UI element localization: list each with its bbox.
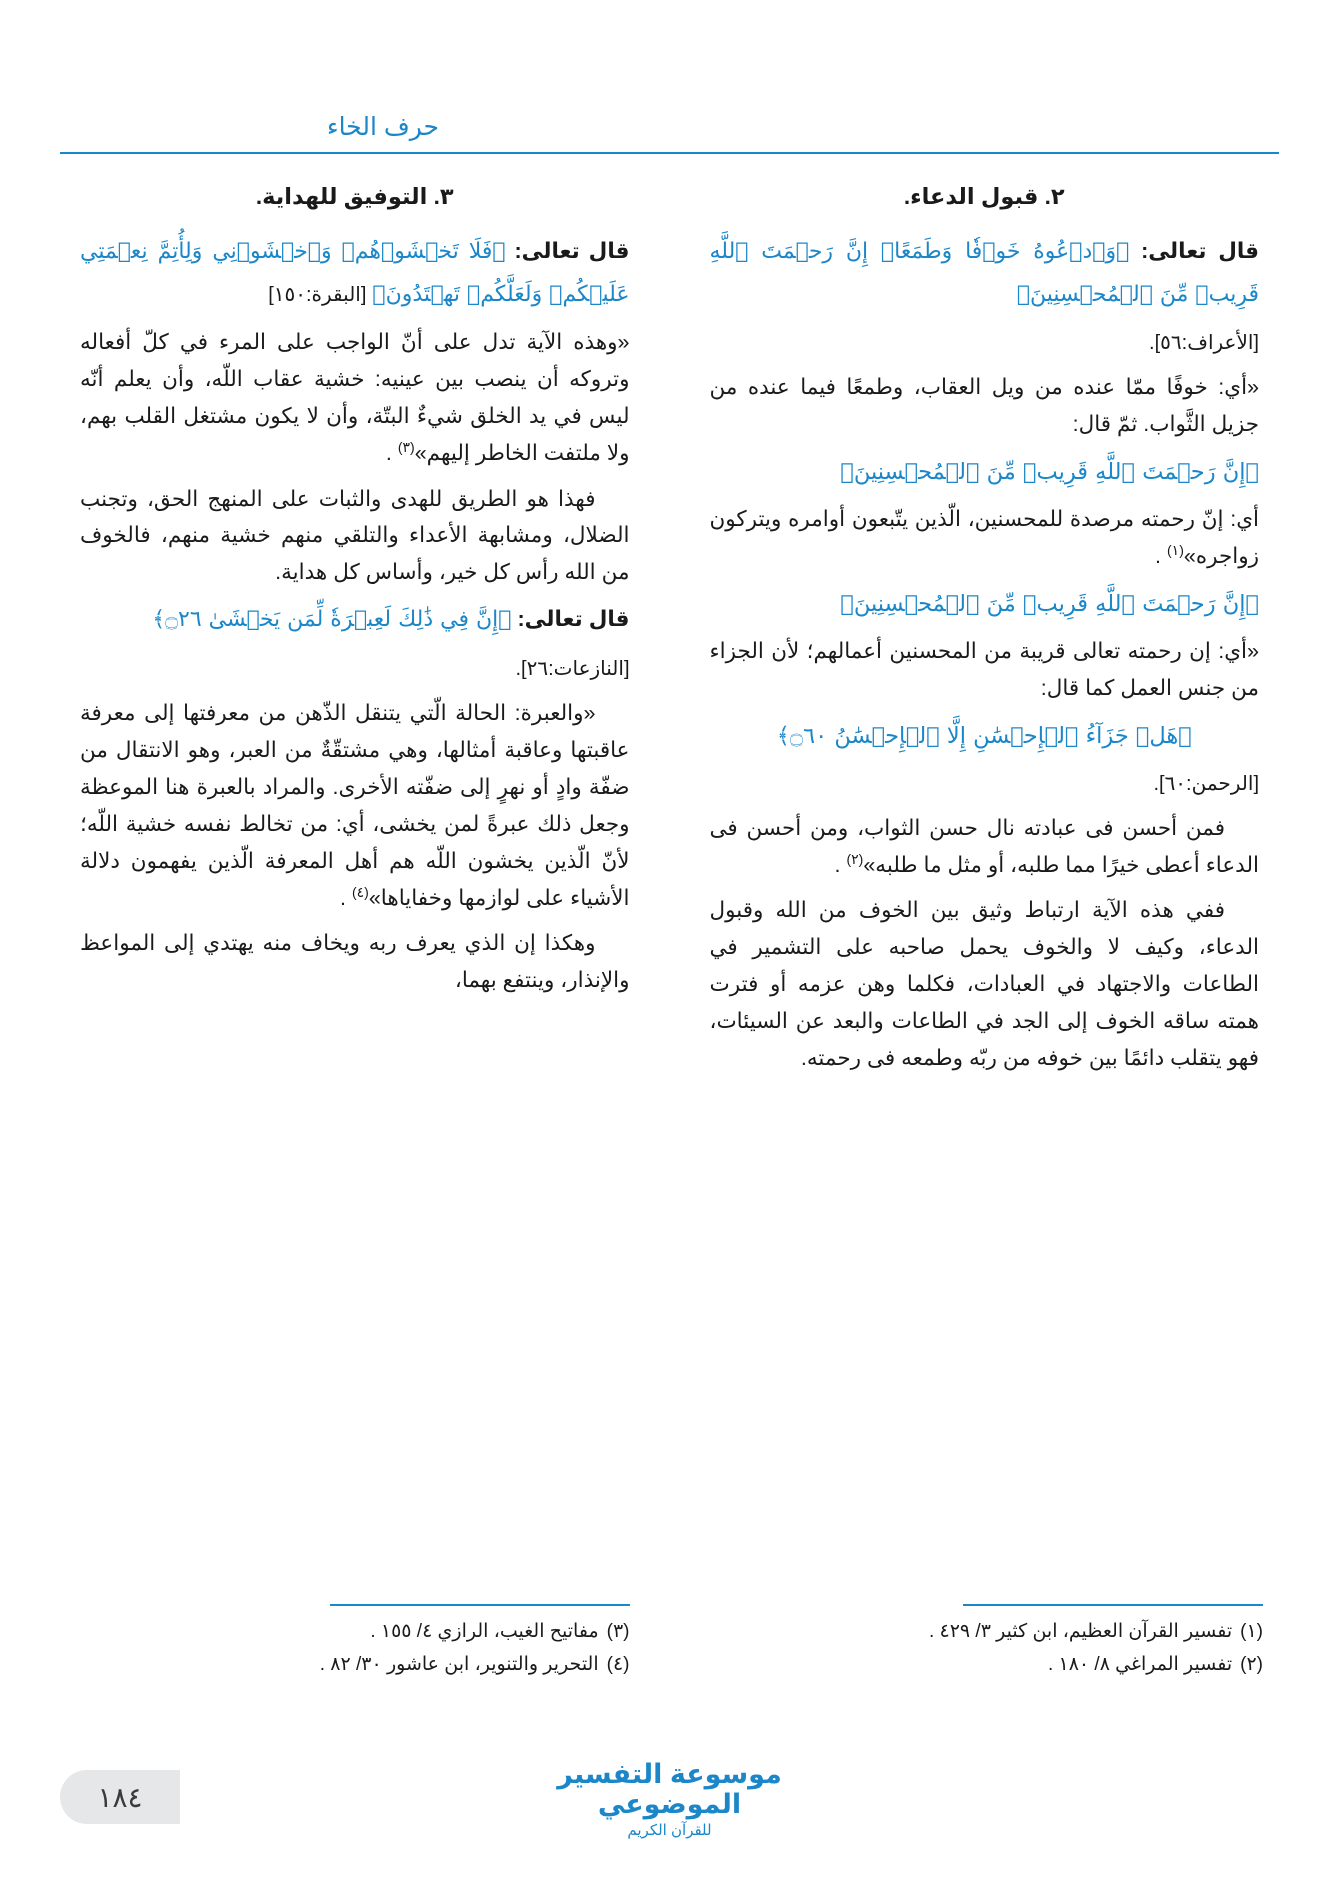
footnote-number: (١) — [1240, 1620, 1263, 1642]
footnote-divider — [330, 1604, 630, 1606]
quote-label: قال تعالى: — [1141, 238, 1259, 263]
commentary-text: «أي: إن رحمته تعالى قريبة من المحسنين أعمالهم؛ لأن الجزاء من جنس العمل كما قال: — [709, 639, 1259, 701]
right-para-2 — [710, 369, 1260, 443]
footnote-number: (٢) — [1240, 1653, 1263, 1675]
quote-label: قال تعالى: — [514, 238, 630, 263]
verse-reference: [البقرة:١٥٠] — [268, 283, 367, 306]
quran-verse: ﴿فَلَا تَخۡشَوۡهُمۡ وَٱخۡشَوۡنِي وَلِأُتِمَّ نِعۡمَتِي عَلَيۡكُمۡ وَلَعَلَّكُمۡ تَهۡتَدُونَ﴾ — [80, 238, 630, 307]
footnote-text: تفسير المراغي ٨/ ١٨٠ . — [1047, 1653, 1233, 1675]
quran-verse: ﴿إِنَّ فِي ذَٰلِكَ لَعِبۡرَةٗ لِّمَن يَخۡشَىٰ ۝٢٦﴾ — [152, 607, 512, 633]
left-para-5: «والعبرة: الحالة الّتي يتنقل الذّهن من معرفتها إلى معرفة عاقبتها وعاقبة أمثالها، وهي مشتقّةٌ من العبر، وهو الانتقال من ضفّة وادٍ أو نهرٍ إلى ضفّته الأخرى. والمراد بالعبرة هنا الموعظة وجعل ذلك عبرةً لمن يخشى، أي: من تخالط نفسه خشية اللّه؛ لأنّ الّذين يخشون اللّه هم أهل المعرفة الّذين يفهمون دلالة الأشياء على لوازمها وخفاياها»$^{(٤)}$ . — [80, 701, 630, 911]
left-text-column — [76, 178, 670, 1348]
footnotes-left — [76, 1604, 670, 1714]
right-column-heading: ٢. قبول الدعاء. — [903, 184, 1065, 209]
page-number: ١٨٤ — [97, 1781, 143, 1813]
commentary-text: «أي: خوفًا ممّا عنده من ويل العقاب، وطمعًا فيما عنده من جزيل الثَّواب. ثمّ قال: — [709, 375, 1259, 437]
footnote-marker: (٤) — [351, 884, 369, 901]
right-para-3: أي: إنّ رحمته مرصدة للمحسنين، الّذين يتّبعون أوامره ويتركون زواجره»$^{(١)}$ . — [709, 507, 1259, 569]
footnote-divider — [963, 1604, 1263, 1606]
left-para-1 — [80, 231, 630, 317]
quote-label: قال تعالى: — [517, 607, 630, 632]
left-para-3: فهذا هو الطريق للهدى والثبات على المنهج الحق، وتجنب الضلال، ومشابهة الأعداء والتلقي منهم خشية منهم، فالخوف من الله رأس كل خير، وأساس كل هداية. — [80, 486, 630, 585]
commentary-text: «وهذه الآية تدل على أنّ الواجب على المرء في كلّ أفعاله وتروكه أن ينصب بين عينيه: خشية عقاب اللّه، وأن يعلم أنّه ليس في يد الخلق شيءٌ البتّة، وأن لا يكون مشتغل القلب بهم، ولا ملتفت الخاطر إليهم» — [80, 330, 630, 466]
verse-reference: [الأعراف:٥٦]. — [1149, 332, 1259, 355]
commentary-text: فمن أحسن فى عبادته نال حسن الثواب، ومن أحسن فى الدعاء أعطى خيرًا مما طلبه، أو مثل ما طلبه» — [709, 816, 1259, 878]
right-para-6: ففي هذه الآية ارتباط وثيق بين الخوف من الله وقبول الدعاء، وكيف لا والخوف يحمل صاحبه على التشمير في الطاعات والاجتهاد في العبادات، فكلما وهن عزمه أو فترت همته ساقه الخوف إلى الجد في الطاعات والبعد عن السيئات، فهو يتقلب دائمًا بين خوفه من ربّه وطمعه فى رحمته. — [709, 898, 1259, 1070]
footnotes-right — [670, 1604, 1264, 1714]
verse-reference: [الرحمن:٦٠]. — [1153, 773, 1259, 796]
footnote-number: (٣) — [606, 1620, 630, 1642]
left-para-2: «وهذه الآية تدل على أنّ الواجب على المرء في كلّ أفعاله وتروكه أن ينصب بين عينيه: خشية عقاب اللّه، وأن يعلم أنّه ليس في يد الخلق شيءٌ البتّة، وأن لا يكون مشتغل القلب بهم، ولا ملتفت الخاطر إليهم»$^{(٣)}$ . — [80, 330, 630, 466]
right-para-5: فمن أحسن فى عبادته نال حسن الثواب، ومن أحسن فى الدعاء أعطى خيرًا مما طلبه، أو مثل ما طلبه»$^{(٢)}$ . — [709, 816, 1259, 878]
two-column-body — [76, 178, 1263, 1348]
footnote-text: التحرير والتنوير، ابن عاشور ٣٠/ ٨٢ . — [319, 1653, 599, 1675]
footnote-number: (٤) — [606, 1653, 630, 1675]
right-ref-1 — [710, 324, 1260, 361]
quran-verse: ﴿وَٱدۡعُوهُ خَوۡفٗا وَطَمَعًاۚ إِنَّ رَحۡمَتَ ٱللَّهِ قَرِيبٞ مِّنَ ٱلۡمُحۡسِنِينَ﴾ — [709, 238, 1259, 307]
footnote-text: مفاتيح الغيب، الرازي ٤/ ١٥٥ . — [370, 1620, 599, 1642]
logo-title: موسوعة التفسير الموضوعي — [557, 1759, 782, 1819]
commentary-text: «والعبرة: الحالة الّتي يتنقل الذّهن من معرفتها إلى معرفة عاقبتها وعاقبة أمثالها، وهي مشتقّةٌ من العبر، وهو الانتقال من ضفّة وادٍ أو نهرٍ إلى ضفّته الأخرى. والمراد بالعبرة هنا الموعظة وجعل ذلك عبرةً لمن يخشى، أي: من تخالط نفسه خشية اللّه؛ لأنّ الّذين يخشون اللّه هم أهل المعرفة الّذين يفهمون دلالة الأشياء على لوازمها وخفاياها» — [80, 701, 630, 911]
footnote-item — [76, 1648, 630, 1681]
footnote-marker: (٣) — [397, 439, 415, 456]
page-footer — [0, 1754, 1339, 1846]
verse-reference: [النازعات:٢٦]. — [515, 658, 630, 681]
right-ref-2 — [710, 765, 1260, 802]
footnote-text: تفسير القرآن العظيم، ابن كثير ٣/ ٤٢٩ . — [928, 1620, 1233, 1642]
left-column-heading: ٣. التوفيق للهداية. — [255, 184, 454, 209]
page-header — [60, 112, 1279, 158]
left-para-4 — [80, 599, 630, 642]
right-text-column — [670, 178, 1264, 1348]
right-para-1 — [710, 231, 1260, 317]
footnote-marker: (٢) — [846, 850, 864, 867]
footnote-marker: (١) — [1167, 542, 1184, 559]
quran-verse: ﴿إِنَّ رَحۡمَتَ ٱللَّهِ قَرِيبٞ مِّنَ ٱلۡمُحۡسِنِينَ﴾ — [840, 459, 1259, 486]
publisher-logo — [500, 1760, 840, 1839]
footnote-item — [710, 1648, 1264, 1681]
right-para-4 — [710, 633, 1260, 707]
footnote-item — [710, 1615, 1264, 1648]
left-ref-1 — [80, 650, 630, 687]
footnote-item — [76, 1615, 630, 1648]
commentary-text: أي: إنّ رحمته مرصدة للمحسنين، الّذين يتّبعون أوامره ويتركون زواجره» — [709, 507, 1259, 569]
quran-verse: ﴿هَلۡ جَزَآءُ ٱلۡإِحۡسَٰنِ إِلَّا ٱلۡإِحۡسَٰنُ ۝٦٠﴾ — [776, 723, 1192, 750]
quran-verse: ﴿إِنَّ رَحۡمَتَ ٱللَّهِ قَرِيبٞ مِّنَ ٱلۡمُحۡسِنِينَ﴾ — [840, 591, 1259, 618]
page-number-badge — [60, 1770, 180, 1824]
footnotes-area — [76, 1604, 1263, 1714]
header-divider — [60, 152, 1279, 154]
header-title: حرف الخاء — [326, 113, 439, 141]
logo-subtitle: للقرآن الكريم — [627, 1822, 712, 1840]
left-para-6: وهكذا إن الذي يعرف ربه ويخاف منه يهتدي إلى المواعظ والإنذار، وينتفع بهما، — [80, 931, 630, 993]
